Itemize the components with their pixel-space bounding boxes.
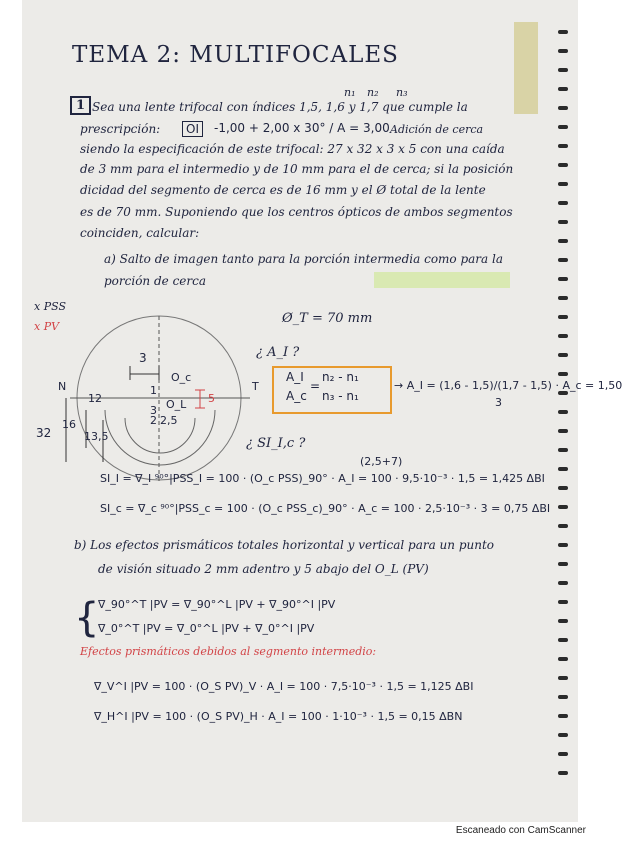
ai-den2: n₃ - n₁: [322, 389, 359, 403]
part-b-line-1: b) Los efectos prismáticos totales horizontal y vertical para un punto: [74, 538, 495, 552]
index-label-n2: n₂: [367, 86, 379, 99]
effect-horizontal: ∇_H^I |PV = 100 · (O_S PV)_H · A_I = 100 · 1·10⁻³ · 1,5 = 0,15 ΔBN: [94, 710, 463, 723]
paragraph-line-4: de 3 mm para el intermedio y de 10 mm para el de cerca; si la posición: [80, 162, 514, 176]
effect-vertical: ∇_V^I |PV = 100 · (O_S PV)_V · A_I = 100 · 7,5·10⁻³ · 1,5 = 1,125 ΔBI: [94, 680, 474, 693]
si-top: (2,5+7): [360, 455, 403, 468]
ai-num2: n₂ - n₁: [322, 370, 359, 384]
diagram-label-16: 16: [62, 418, 76, 431]
prescription-eye: OI: [182, 121, 203, 137]
ai-result: → A_I = (1,6 - 1,5)/(1,7 - 1,5) · A_c = 1,50: [394, 379, 622, 392]
ai-aside: 3: [495, 396, 502, 409]
legend-pss: x PSS: [34, 300, 66, 313]
paragraph-line-3: siendo la especificación de este trifocal: 27 x 32 x 3 x 5 con una caída: [80, 142, 505, 156]
question-ai: ¿ A_I ?: [256, 345, 300, 360]
diagram-label-t: T: [252, 380, 259, 393]
scanner-watermark: Escaneado con CamScanner: [455, 825, 586, 836]
system-brace: {: [74, 595, 100, 641]
diagram-label-5: 5: [208, 392, 215, 405]
diagram-label-3: 3: [139, 351, 147, 365]
phi-total: Ø_T = 70 mm: [282, 311, 373, 326]
diagram-label-oc: O_c: [171, 371, 192, 384]
diagram-label-1: 1: [150, 384, 157, 397]
problem-number: 1: [70, 96, 91, 115]
ai-num1: A_I: [286, 370, 304, 384]
prescription-formula: -1,00 + 2,00 x 30° / A = 3,00: [214, 121, 390, 135]
page-title: TEMA 2: MULTIFOCALES: [72, 42, 399, 68]
prescription-note: Adición de cerca: [390, 123, 484, 136]
diagram-label-ol: O_L: [166, 398, 187, 411]
diagram-label-32: 32: [36, 426, 52, 440]
ai-den1: A_c: [286, 389, 307, 403]
diagram-label-2-5: 2,5: [160, 414, 178, 427]
legend-pv: x PV: [34, 320, 60, 333]
part-b-line-2: de visión situado 2 mm adentro y 5 abajo del O_L (PV): [98, 562, 429, 576]
diagram-label-12: 12: [88, 392, 102, 405]
si-line-2: SI_c = ∇_c ⁹⁰°|PSS_c = 100 · (O_c PSS_c)_90° · A_c = 100 · 2,5·10⁻³ · 3 = 0,75 ΔBI: [100, 502, 551, 515]
index-label-n1: n₁: [344, 86, 356, 99]
paragraph-line-1: Sea una lente trifocal con índices 1,5, 1,6 y 1,7 que cumple la: [92, 100, 468, 114]
system-line-2: ∇_0°^T |PV = ∇_0°^L |PV + ∇_0°^I |PV: [98, 622, 315, 635]
paragraph-line-6: es de 70 mm. Suponiendo que los centros ópticos de ambos segmentos: [80, 205, 513, 219]
paragraph-line-7: coinciden, calcular:: [80, 226, 200, 240]
si-line-1: SI_I = ∇_I ⁹⁰°|PSS_I = 100 · (O_c PSS)_90° · A_I = 100 · 9,5·10⁻³ · 1,5 = 1,425 ΔBI: [100, 472, 545, 485]
diagram-label-3b: 3: [150, 404, 157, 417]
part-a-line-2: porción de cerca: [104, 274, 206, 288]
part-a-line-1: a) Salto de imagen tanto para la porción intermedia como para la: [104, 252, 503, 266]
paragraph-line-2: prescripción:: [80, 122, 161, 136]
diagram-label-2: 2: [150, 414, 157, 427]
diagram-label-13-5: 13,5: [84, 430, 109, 443]
system-line-1: ∇_90°^T |PV = ∇_90°^L |PV + ∇_90°^I |PV: [98, 598, 336, 611]
diagram-label-n: N: [58, 380, 67, 393]
red-heading: Efectos prismáticos debidos al segmento intermedio:: [80, 645, 377, 658]
ai-equals: =: [310, 379, 321, 393]
index-label-n3: n₃: [396, 86, 408, 99]
paragraph-line-5: dicidad del segmento de cerca es de 16 mm y el Ø total de la lente: [80, 183, 486, 197]
question-si: ¿ SI_I,c ?: [246, 436, 306, 451]
